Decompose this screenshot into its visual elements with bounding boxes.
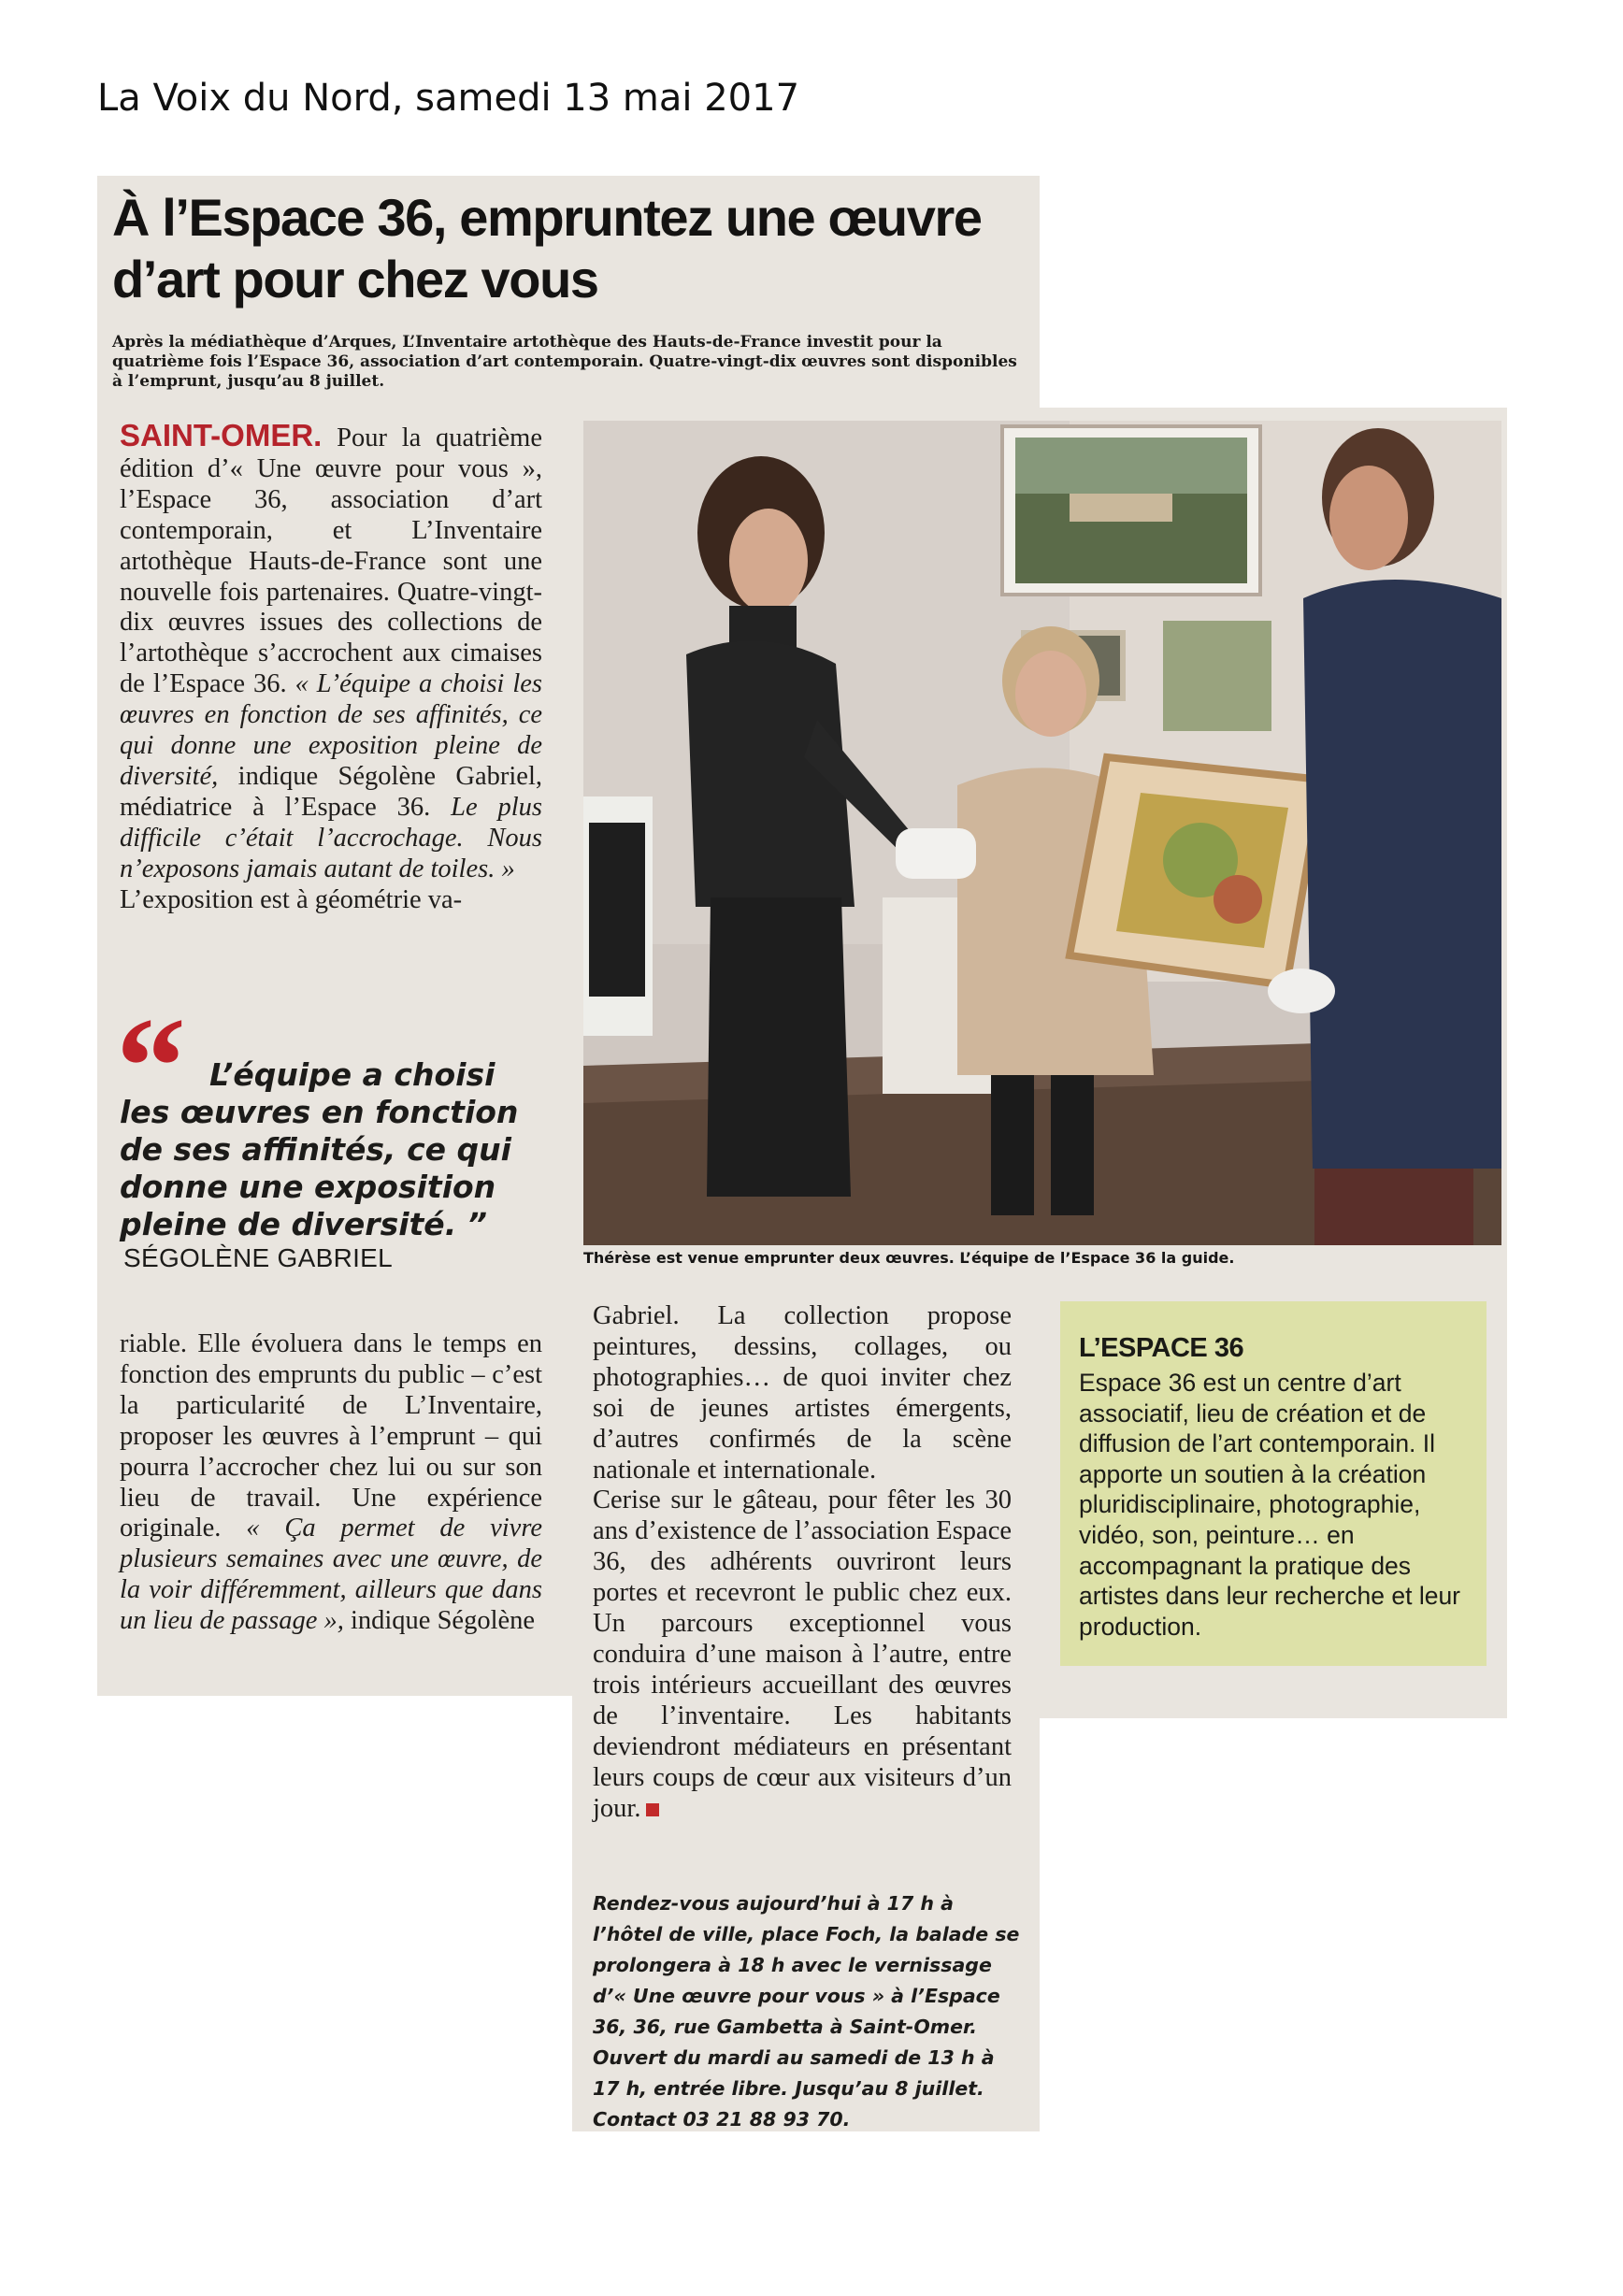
col1-paragraph-3: L’exposition est à géométrie va-	[120, 884, 463, 914]
col1b-paragraph-1: riable. Elle évoluera dans le temps en fonction des emprunts du public – c’est la particularité de L’Inventaire, proposer les œuvres à l’emprunt – qui pourra l’accrocher chez lui ou sur son lieu de travail. Une expérience originale.	[120, 1329, 542, 1543]
col1-quote-1: « L’équipe a choisi les œuvres en fonction de ses affinités, ce qui donne une exposition pleine de diversité,	[120, 669, 542, 791]
article-photo	[583, 421, 1501, 1245]
quote-close-mark: ”	[467, 1206, 487, 1242]
info-box-text: Espace 36 est un centre d’art associatif, lieu de création et de diffusion de l’art contemporain. Il apporte un soutien à la création pluridisciplinaire, photographie, vidéo, son, peinture… en accompagnant la pratique des artistes dans leur recherche et leur production.	[1079, 1369, 1461, 1641]
quote-mark-icon: “	[116, 989, 186, 1144]
col1b-paragraph-2: indique Ségolène	[350, 1606, 536, 1636]
info-box-title: L’ESPACE 36	[1079, 1333, 1244, 1363]
photo-illustration	[583, 421, 1501, 1245]
end-mark-icon	[646, 1803, 659, 1816]
practical-info: Rendez-vous aujourd’hui à 17 h à l’hôtel de ville, place Foch, la balade se prolongera à 18 h avec le vernissage d’« Une œuvre pour vous » à l’Espace 36, 36, rue Gambetta à Saint-Omer. Ouvert du mardi au samedi de 13 h à 17 h, entrée libre. Jusqu’au 8 juillet. Contact 03 21 88 93 70.	[593, 1892, 1020, 2131]
quote-author: SÉGOLÈNE GABRIEL	[123, 1243, 394, 1272]
photo-caption: Thérèse est venue emprunter deux œuvres. L’équipe de l’Espace 36 la guide.	[583, 1249, 1235, 1267]
source-line: La Voix du Nord, samedi 13 mai 2017	[97, 77, 800, 120]
col1b-quote: « Ça permet de vivre plusieurs semaines avec une œuvre, de la voir différemment, ailleurs que dans un lieu de passage »,	[120, 1514, 542, 1636]
col1-paragraph-2: indique Ségolène Gabriel, médiatrice à l’Espace 36.	[120, 761, 543, 822]
article-chapo: Après la médiathèque d’Arques, L’Inventaire artothèque des Hauts-de-France investit pour la quatrième fois l’Espace 36, association d’art contemporain. Quatre-vingt-dix œuvres sont disponibles à l’emprunt, jusqu’au 8 juillet.	[112, 333, 1017, 391]
pull-quote	[120, 1056, 550, 1243]
col2-paragraph-2-text: Cerise sur le gâteau, pour fêter les 30 ans d’existence de l’association Espace 36, des adhérents ouvriront leurs portes et recevront le public chez eux. Un parcours exceptionnel vous conduira d’une maison à l’autre, entre trois intérieurs accueillant des œuvres de l’inventaire. Les habitants deviendront médiateurs en présentant leurs coups de cœur aux visiteurs d’un jour.	[593, 1485, 1012, 1823]
column-1-top	[120, 418, 543, 916]
column-1-bottom	[120, 1329, 542, 1637]
column-2	[593, 1301, 1012, 1824]
pull-quote-text: L’équipe a choisi les œuvres en fonction de ses affinités, ce qui donne une exposition pleine de diversité.	[120, 1056, 519, 1242]
col1-quote-2: Le plus difficile c’était l’accrochage. Nous n’exposons jamais autant de toiles. »	[120, 792, 542, 883]
article-headline: À l’Espace 36, empruntez une œuvre d’art pour chez vous	[112, 188, 982, 309]
col2-paragraph-1: Gabriel. La collection propose peintures, dessins, collages, ou photographies… de quoi inviter chez soi de jeunes artistes émergents, d’autres confirmés de la scène nationale et internationale.	[593, 1301, 1012, 1485]
dateline: SAINT-OMER.	[120, 418, 323, 452]
col1-paragraph-1: Pour la quatrième édition d’« Une œuvre pour vous », l’Espace 36, association d’art contemporain, et L’Inventaire artothèque Hauts-de-France sont une nouvelle fois partenaires. Quatre-vingt-dix œuvres issues des collections de l’artothèque s’accrochent aux cimaises de l’Espace 36.	[120, 423, 542, 699]
col2-paragraph-2	[593, 1485, 1012, 1824]
info-box	[1060, 1301, 1487, 1666]
